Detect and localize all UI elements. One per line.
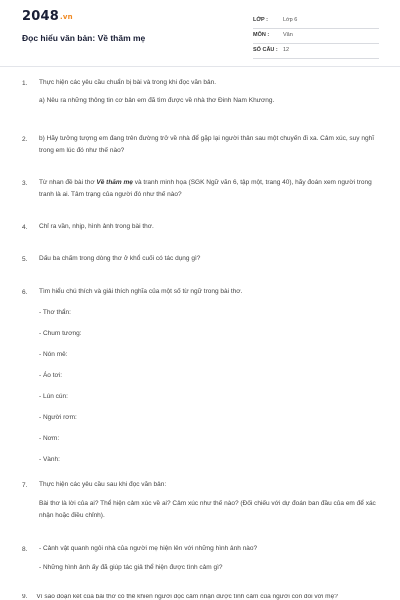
meta-key: SỐ CÂU : [253, 47, 278, 53]
question-text-post: và tranh minh họa (SGK Ngữ văn 6, tập một, trang 40), hãy đoán xem người trong tranh là ai. Tâm trạng của người đó như thế nào? [39, 179, 372, 198]
term-item: - Thơ thẩn: [39, 309, 71, 316]
meta-value: 12 [283, 47, 290, 53]
meta-key: MÔN : [253, 32, 270, 38]
question-subtext: - Những hình ảnh ấy đã giúp tác giả thể hiện được tình cảm gì? [39, 564, 223, 571]
question-number: 8. [22, 546, 28, 553]
term-item: - Chum tương: [39, 330, 82, 337]
question-9-cutoff [22, 594, 382, 600]
poem-title-emphasis: Về thăm mẹ [96, 179, 133, 186]
term-item: - Áo tơi: [39, 372, 63, 379]
document-title: Đọc hiểu văn bản: Về thăm mẹ [22, 33, 146, 43]
question-number: 5. [22, 256, 28, 263]
question-number: 3. [22, 180, 28, 187]
question-text: Chỉ ra vần, nhịp, hình ảnh trong bài thơ. [39, 223, 154, 230]
meta-value: Văn [283, 32, 293, 38]
question-number: 4. [22, 224, 28, 231]
logo-suffix: .vn [59, 13, 73, 21]
term-item: - Nón mê: [39, 351, 68, 358]
question-text: Dấu ba chấm trong dòng thơ ở khổ cuối có tác dụng gì? [39, 255, 201, 262]
question-number: 9. [22, 594, 28, 600]
question-number: 7. [22, 482, 28, 489]
term-item: - Người rơm: [39, 414, 77, 421]
meta-key: LỚP : [253, 17, 268, 23]
question-text: Thực hiện các yêu cầu chuẩn bị bài và trong khi đọc văn bản. [39, 79, 217, 86]
question-text-pre: Từ nhan đề bài thơ [39, 179, 97, 186]
question-number: 2. [22, 136, 28, 143]
question-subtext: a) Nêu ra những thông tin cơ bản em đã tìm được về nhà thơ Đinh Nam Khương. [39, 97, 275, 104]
question-subtext: Bài thơ là lời của ai? Thể hiện cảm xúc về ai? Cảm xúc như thế nào? (Đối chiếu với dự đoán ban đầu của em để xác nhận hoặc điều chỉnh). [39, 500, 376, 519]
question-text [39, 177, 384, 201]
meta-value: Lớp 6 [283, 17, 298, 23]
question-text: Vì sao đoạn kết của bài thơ có thể khiến người đọc cảm nhận được tình cảm của người con đối với mẹ? [36, 594, 338, 600]
term-item: - Nơm: [39, 435, 60, 442]
question-text: Thực hiện các yêu cầu sau khi đọc văn bản: [39, 481, 167, 488]
question-text: - Cảnh vật quanh ngôi nhà của người mẹ hiện lên với những hình ảnh nào? [39, 545, 258, 552]
term-item: - Lún cún: [39, 393, 68, 400]
question-text: b) Hãy tưởng tượng em đang trên đường trở về nhà để gặp lại người thân sau một chuyến đi xa. Cảm xúc, suy nghĩ trong em lúc đó như thế nào? [39, 135, 375, 154]
question-number: 6. [22, 289, 28, 296]
question-number: 1. [22, 80, 28, 87]
question-text: Tìm hiểu chú thích và giải thích nghĩa của một số từ ngữ trong bài thơ. [39, 288, 243, 295]
logo-main: 2048 [22, 9, 59, 24]
term-item: - Vành: [39, 456, 60, 463]
